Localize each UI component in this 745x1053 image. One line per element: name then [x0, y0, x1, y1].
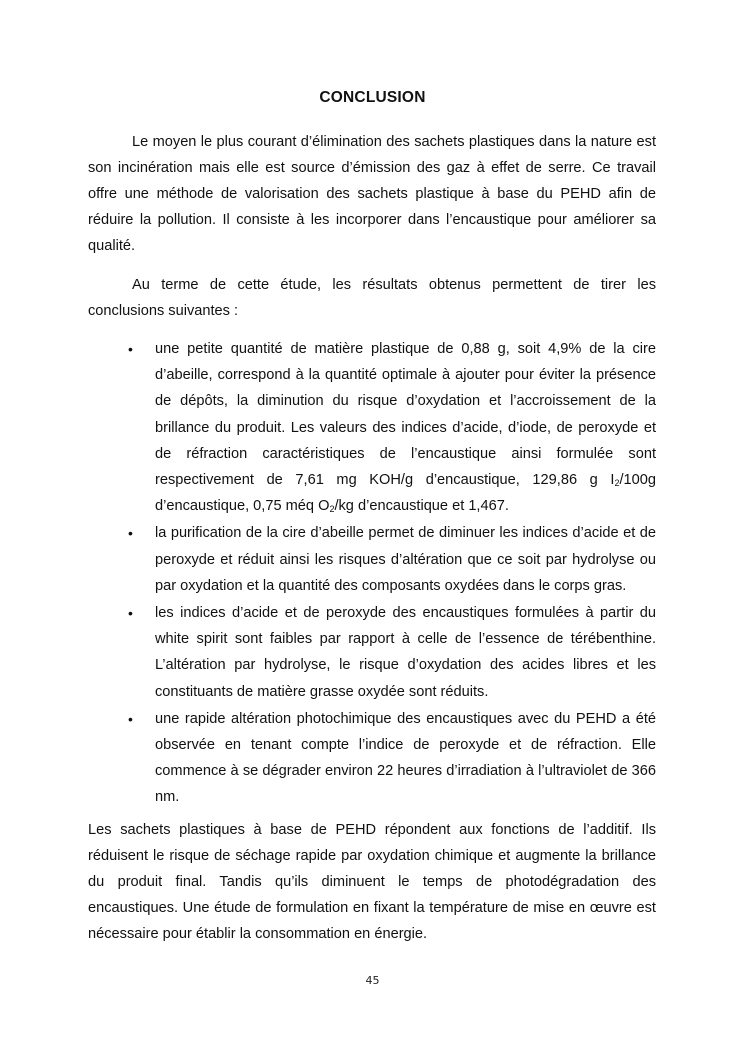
- page-title: CONCLUSION: [319, 89, 426, 106]
- list-item-text: une rapide altération photochimique des encaustiques avec du PEHD a été observée en tenant compte l’indice de peroxyde et de réfraction. Elle commence à se dégrader environ 22 heures d’irradiation à l’ultraviolet de 366 nm.: [155, 710, 656, 806]
- list-item: [88, 706, 656, 811]
- bullet-icon: •: [128, 341, 133, 357]
- list-item: [88, 520, 656, 599]
- bullet-icon: •: [128, 525, 133, 542]
- bullet-icon: •: [128, 710, 133, 727]
- bullet-icon: •: [128, 605, 133, 622]
- intro-paragraph: [88, 129, 656, 259]
- list-item-text: les indices d’acide et de peroxyde des encaustiques formulées à partir du white spirit sont faibles par rapport à celle de l’essence de térébenthine. L’altération par hydrolyse, le risque d’oxydation des acides libres et les constituants de matière grasse oxydée sont réduits.: [155, 605, 656, 700]
- list-item: [88, 336, 656, 519]
- list-item-text: une petite quantité de matière plastique de 0,88 g, soit 4,9% de la cire d’abeille, correspond à la quantité optimale à ajouter pour éviter la présence de dépôts, la diminution du risque d’oxydation et l’accroissement de la brillance du produit. Les valeurs des indices d’acide, d’iode, de peroxyde et de réfraction caractéristiques de l’encaustique ainsi formulée sont respectivement de 7,61 mg KOH/g d’encaustique, 129,86 g $I_2/100g$ d’encaustique, 0,75 méq $O_2/kg$ d’encaustique et 1,467.: [155, 341, 656, 515]
- results-intro-paragraph: [88, 272, 656, 324]
- page-number: 45: [365, 974, 380, 987]
- paragraph-text: Les sachets plastiques à base de PEHD répondent aux fonctions de l’additif. Ils réduisent le risque de séchage rapide par oxydation chimique et augmente la brillance du produit final. Tandis qu’ils diminuent le temps de photodégradation des encaustiques. Une étude de formulation en fixant la température de mise en œuvre est nécessaire pour établir la consommation en énergie.: [88, 822, 656, 942]
- list-item-text: la purification de la cire d’abeille permet de diminuer les indices d’acide et de peroxyde et réduit ainsi les risques d’altération que ce soit par hydrolyse ou par oxydation et la quantité des composants oxydées dans le corps gras.: [155, 525, 656, 594]
- conclusions-list: [88, 336, 656, 812]
- list-item: [88, 600, 656, 705]
- closing-paragraph: [88, 817, 656, 947]
- paragraph-text: Le moyen le plus courant d’élimination des sachets plastiques dans la nature est son incinération mais elle est source d’émission des gaz à effet de serre. Ce travail offre une méthode de valorisation des sachets plastique à base du PEHD afin de réduire la pollution. Il consiste à les incorporer dans l’encaustique pour améliorer sa qualité.: [88, 134, 656, 254]
- paragraph-text: Au terme de cette étude, les résultats obtenus permettent de tirer les conclusions suivantes :: [88, 277, 656, 319]
